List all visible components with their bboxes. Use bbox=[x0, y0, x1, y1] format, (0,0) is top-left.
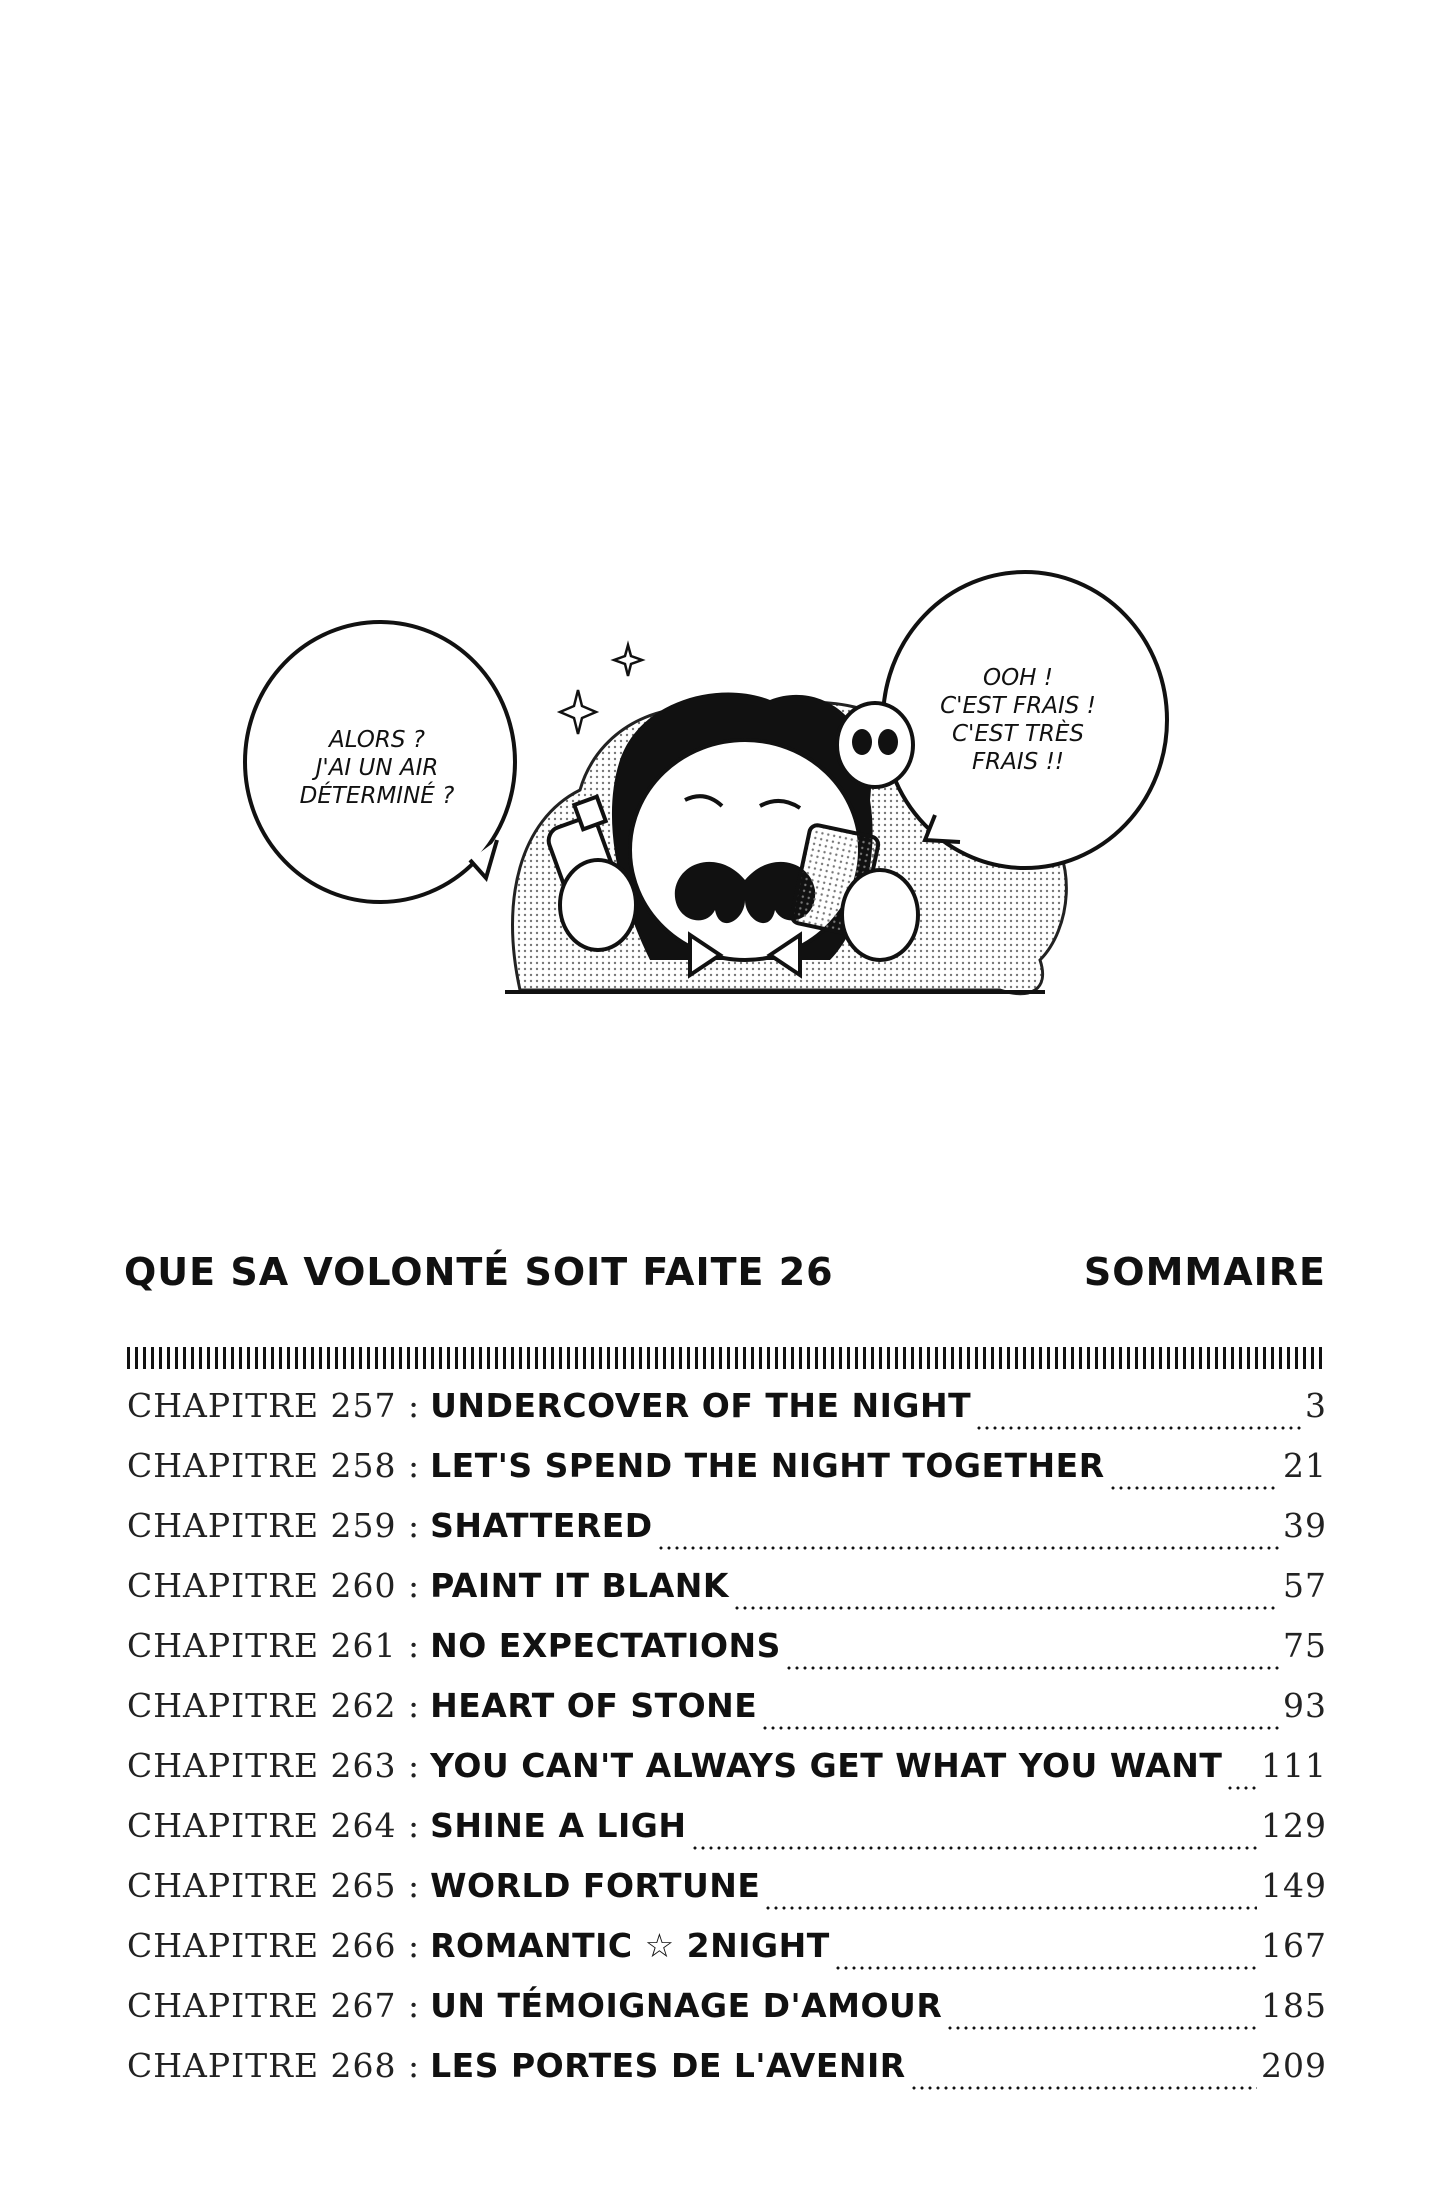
toc-entry[interactable] bbox=[127, 1986, 1327, 2046]
speech-bubble-left-text: ALORS ? J'AI UN AIR DÉTERMINÉ ? bbox=[299, 727, 455, 809]
chapter-title: SHINE A LIGH bbox=[430, 1806, 687, 1845]
toc-entry[interactable] bbox=[127, 2046, 1327, 2106]
chapter-title: HEART OF STONE bbox=[430, 1686, 758, 1725]
chapter-title: PAINT IT BLANK bbox=[430, 1566, 729, 1605]
page-number: 149 bbox=[1261, 1866, 1327, 1905]
chapter-title: LET'S SPEND THE NIGHT TOGETHER bbox=[430, 1446, 1105, 1485]
section-title: SOMMAIRE bbox=[1083, 1250, 1326, 1294]
toc-entry[interactable] bbox=[127, 1626, 1327, 1686]
dot-leader bbox=[975, 1426, 1301, 1430]
dot-leader bbox=[1109, 1486, 1279, 1490]
page-number: 39 bbox=[1283, 1506, 1327, 1545]
hatched-divider bbox=[127, 1347, 1323, 1369]
toc-entry[interactable] bbox=[127, 1566, 1327, 1626]
page-number: 185 bbox=[1261, 1986, 1327, 2025]
chapter-label: CHAPITRE 265 : bbox=[127, 1866, 421, 1905]
dot-leader bbox=[691, 1846, 1258, 1850]
chapter-label: CHAPITRE 266 : bbox=[127, 1926, 421, 1965]
dot-leader bbox=[910, 2086, 1257, 2090]
page-number: 209 bbox=[1261, 2046, 1327, 2085]
chapter-label: CHAPITRE 267 : bbox=[127, 1986, 421, 2025]
chapter-title: SHATTERED bbox=[430, 1506, 653, 1545]
chapter-title: WORLD FORTUNE bbox=[430, 1866, 761, 1905]
chapter-label: CHAPITRE 260 : bbox=[127, 1566, 421, 1605]
chapter-label: CHAPITRE 263 : bbox=[127, 1746, 421, 1785]
toc-entry[interactable] bbox=[127, 1746, 1327, 1806]
page-number: 129 bbox=[1261, 1806, 1327, 1845]
dot-leader bbox=[764, 1906, 1257, 1910]
toc-entry[interactable] bbox=[127, 1806, 1327, 1866]
sparkle-icon bbox=[560, 690, 596, 734]
page-number: 57 bbox=[1283, 1566, 1327, 1605]
toc-header bbox=[124, 1250, 1326, 1310]
speech-bubble-right-text: OOH ! C'EST FRAIS ! C'EST TRÈS FRAIS !! bbox=[940, 665, 1096, 775]
chapter-label: CHAPITRE 257 : bbox=[127, 1386, 421, 1425]
chapter-label: CHAPITRE 258 : bbox=[127, 1446, 421, 1485]
page-number: 21 bbox=[1283, 1446, 1327, 1485]
dot-leader bbox=[834, 1966, 1257, 1970]
page-number: 93 bbox=[1283, 1686, 1327, 1725]
dot-leader bbox=[657, 1546, 1279, 1550]
toc-entry[interactable] bbox=[127, 1866, 1327, 1926]
page-number: 3 bbox=[1305, 1386, 1327, 1425]
sparkle-icon bbox=[614, 645, 642, 676]
dot-leader bbox=[1226, 1786, 1257, 1790]
chapter-label: CHAPITRE 268 : bbox=[127, 2046, 421, 2085]
toc-entry[interactable] bbox=[127, 1386, 1327, 1446]
chapter-title: LES PORTES DE L'AVENIR bbox=[430, 2046, 906, 2085]
chapter-label: CHAPITRE 259 : bbox=[127, 1506, 421, 1545]
chapter-label: CHAPITRE 261 : bbox=[127, 1626, 421, 1665]
toc-entry[interactable] bbox=[127, 1686, 1327, 1746]
chapter-title: UNDERCOVER OF THE NIGHT bbox=[430, 1386, 972, 1425]
table-of-contents bbox=[127, 1386, 1327, 2106]
chapter-label: CHAPITRE 264 : bbox=[127, 1806, 421, 1845]
dot-leader bbox=[733, 1606, 1279, 1610]
chapter-title: UN TÉMOIGNAGE D'AMOUR bbox=[430, 1986, 943, 2025]
chapter-title: YOU CAN'T ALWAYS GET WHAT YOU WANT bbox=[430, 1746, 1223, 1785]
chapter-title: NO EXPECTATIONS bbox=[430, 1626, 781, 1665]
page-number: 111 bbox=[1261, 1746, 1327, 1785]
page-number: 167 bbox=[1261, 1926, 1327, 1965]
dot-leader bbox=[761, 1726, 1279, 1730]
toc-entry[interactable] bbox=[127, 1926, 1327, 1986]
toc-entry[interactable] bbox=[127, 1506, 1327, 1566]
dot-leader bbox=[785, 1666, 1279, 1670]
page-number: 75 bbox=[1283, 1626, 1327, 1665]
dot-leader bbox=[946, 2026, 1257, 2030]
book-title: QUE SA VOLONTÉ SOIT FAITE 26 bbox=[124, 1250, 834, 1294]
chapter-title: ROMANTIC ☆ 2NIGHT bbox=[430, 1926, 830, 1965]
toc-entry[interactable] bbox=[127, 1446, 1327, 1506]
chapter-label: CHAPITRE 262 : bbox=[127, 1686, 421, 1725]
